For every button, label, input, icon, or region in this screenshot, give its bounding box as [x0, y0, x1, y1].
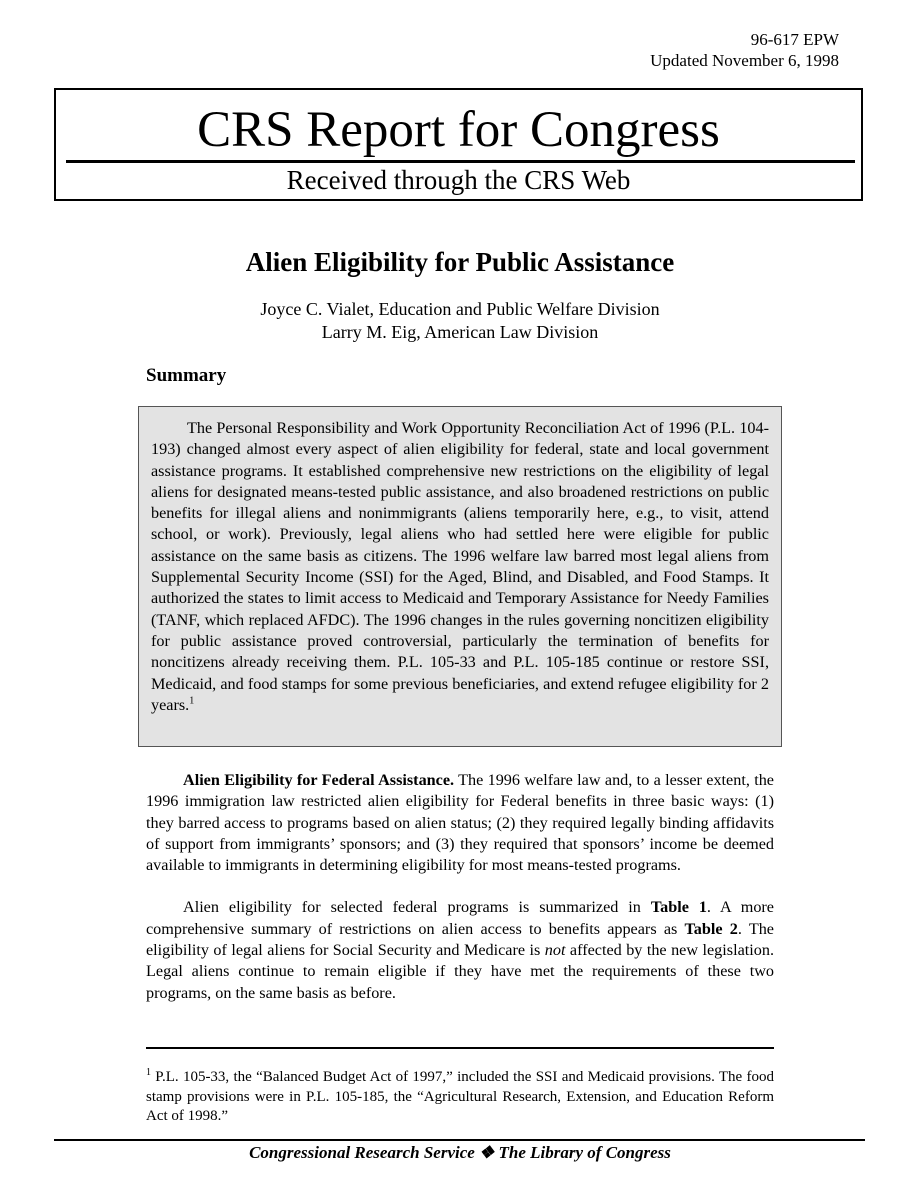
footnote-rule [146, 1047, 774, 1049]
footnote-ref: 1 [189, 695, 195, 707]
table-1-ref: Table 1 [650, 898, 707, 917]
emphasis-not: not [544, 941, 566, 960]
summary-text: The Personal Responsibility and Work Opportunity Reconciliation Act of 1996 (P.L. 104-193) changed almost every aspect of alien eligibility for federal, state and local government assistance programs. It established comprehensive new restrictions on the eligibility of legal aliens for designated means-tested public assistance, and also broadened restrictions on public benefits for illegal aliens and nonimmigrants (aliens temporarily here, e.g., to visit, attend school, or work). Previously, legal aliens who had settled here were eligible for public assistance on the same basis as citizens. The 1996 welfare law barred most legal aliens from Supplemental Security Income (SSI) for the Aged, Blind, and Disabled, and Food Stamps. It authorized the states to limit access to Medicaid and Temporary Assistance for Needy Families (TANF, which replaced AFDC). The 1996 changes in the rules governing noncitizen eligibility for public assistance proved controversial, particularly the termination of benefits for noncitizens already receiving them. P.L. 105-33 and P.L. 105-185 continue or restore SSI, Medicaid, and food stamps for some previous beneficiaries, and extend refugee eligibility for 2 years. [151, 419, 769, 714]
authors [0, 298, 920, 344]
masthead [54, 88, 863, 201]
masthead-title: CRS Report for Congress [197, 102, 720, 158]
paragraph-1: Alien Eligibility for Federal Assistance. The 1996 welfare law and, to a lesser extent, the 1996 immigration law restricted alien eligibility for Federal benefits in three basic ways: (1) they barred access to programs based on alien status; (2) they required legally binding affidavits of support from immigrants’ sponsors; and (3) they required that sponsors’ income be deemed available to immigrants in determining eligibility for most means-tested programs. [146, 771, 774, 875]
footer: Congressional Research Service ❖ The Library of Congress [249, 1143, 671, 1162]
masthead-subtitle: Received through the CRS Web [286, 165, 631, 195]
footer-rule [54, 1139, 865, 1141]
summary-paragraph [151, 418, 769, 716]
footnote [146, 1068, 774, 1127]
summary-heading: Summary [146, 365, 227, 386]
summary-box [138, 406, 782, 747]
updated-date: Updated November 6, 1998 [650, 51, 839, 70]
author-1: Joyce C. Vialet, Education and Public Welfare Division [260, 299, 660, 319]
paragraph-1-lead: Alien Eligibility for Federal Assistance. [183, 771, 455, 789]
masthead-rule [66, 160, 855, 163]
author-2: Larry M. Eig, American Law Division [321, 322, 599, 342]
footnote-text: P.L. 105-33, the “Balanced Budget Act of 1997,” included the SSI and Medicaid provisions. The food stamp provisions were in P.L. 105-185, the “Agricultural Research, Extension, and Education Reform Act of 1998.” [146, 1069, 774, 1124]
footnote-number: 1 [146, 1067, 151, 1078]
paragraph-2: Alien eligibility for selected federal programs is summarized in Table 1. A more comprehensive summary of restrictions on alien access to benefits appears as Table 2. The eligibility of legal aliens for Social Security and Medicare is not affected by the new legislation. Legal aliens continue to remain eligible if they have met the requirements of these two programs, on the same basis as before. [146, 898, 774, 1002]
body-text [146, 770, 774, 1025]
doc-number: 96-617 EPW [750, 30, 839, 49]
document-identifier [650, 29, 839, 71]
table-2-ref: Table 2 [684, 919, 738, 938]
report-title: Alien Eligibility for Public Assistance [245, 247, 675, 277]
